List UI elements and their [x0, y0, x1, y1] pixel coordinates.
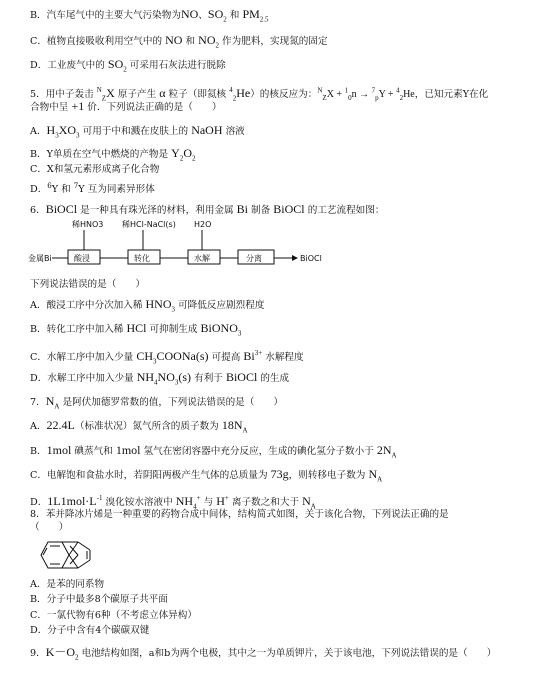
option-b-q5: B．Y单质在空气中燃烧的产物是 $Y_2O_2$ [30, 146, 196, 163]
option-a-q5: A．$H_3XO_3$ 可用于中和溅在皮肤上的 NaOH 溶液 [30, 123, 245, 140]
step-1: 酸浸 [74, 254, 90, 263]
option-b-q6: B．转化工序中加入稀 HCl 可抑制生成 BiONO$_3$ [30, 321, 242, 338]
question-6-stem: 6．BiOCl 是一种具有珠光泽的材料，利用金属 Bi 制备 BiOCl 的工艺流程如图： [30, 202, 385, 216]
option-c-q8: C．一氯代物有6种（不考虑立体异构） [30, 610, 197, 621]
benzonorbornene-structure [34, 536, 112, 574]
question-5-stem: 5．用中子轰击 $^N_Z$X 原子产生 α 粒子（即氦核 $^4_2$He）的核反应为：$^N_Z$X + $^1_0$n → $^7_p$Y + $^4_2$He，已知元素Y在化 [30, 86, 489, 103]
step-3: 水解 [194, 254, 210, 263]
option-d-q4: D．工业废气中的 $SO_2$ 可采用石灰法进行脱除 [30, 57, 226, 74]
option-c-q6: C．水解工序中加入少量 $CH_3COONa(s)$ 可提高 $Bi^{3+}$ 水解程度 [30, 349, 304, 366]
question-8-stem-2: （ ） [30, 522, 69, 533]
question-8-stem: 8．苯并降冰片烯是一种重要的药物合成中间体，结构简式如图，关于该化合物，下列说法正确的是 [30, 509, 449, 520]
question-9-stem: 9．$K-O_2$ 电池结构如图，a和b为两个电极，其中之一为单质钾片，关于该电池，下列说法错误的是（ ） [30, 645, 497, 662]
option-c-q5: C．X和氢元素形成离子化合物 [30, 164, 160, 175]
option-d-q7: D．$1L1mol\cdot L^{-1}$ 溴化铵水溶液中 $NH_4^+$ 与 H+ 离子数之和大于 $N_A$ [30, 494, 316, 511]
option-c-q7: C．电解饱和食盐水时，若阴阳两极产生气体的总质量为 73g，则转移电子数为 $N_A$ [30, 467, 383, 484]
option-d-q5: D．$^6$Y 和 $^7$Y 互为同素异形体 [30, 182, 155, 196]
option-b-q7: B．1mol 碘蒸气和 1mol 氢气在密闭容器中充分反应，生成的碘化氢分子数小于 $2N_A$ [30, 443, 397, 460]
option-b-q8: B．分子中最多8个碳原子共平面 [30, 594, 168, 605]
option-a-q8: A．是苯的同系物 [30, 579, 105, 590]
question-7-stem: 7．$N_A$ 是阿伏加德罗常数的值，下列说法错误的是（ ） [30, 394, 284, 411]
process-flow-diagram [28, 218, 358, 274]
option-d-q6: D．水解工序中加入少量 $NH_4NO_3(s)$ 有利于 BiOCl 的生成 [30, 370, 290, 387]
end-label: BiOCl [300, 254, 322, 263]
option-a-q6: A．酸浸工序中分次加入稀 $HNO_3$ 可降低反应剧烈程度 [30, 297, 265, 314]
option-c-q4: C．植物直接吸收利用空气中的 NO 和 $NO_2$ 作为肥料，实现氮的固定 [30, 33, 328, 50]
start-label: 金属Bi [28, 254, 52, 263]
option-b-q4: B．汽车尾气中的主要大气污染物为NO、$SO_2$ 和 $PM_{2.5}$ [30, 7, 269, 24]
reagent-hno3: 稀HNO3 [72, 220, 104, 229]
reagent-h2o: H2O [194, 220, 212, 229]
question-5-stem-2: 合物中呈 +1 价．下列说法正确的是（ ） [30, 99, 222, 113]
option-d-q8: D．分子中含有4个碳碳双键 [30, 625, 150, 636]
option-a-q7: A．22.4L（标准状况）氮气所含的质子数为 $18N_A$ [30, 418, 248, 435]
step-4: 分离 [246, 254, 262, 263]
question-6-prompt: 下列说法错误的是（ ） [30, 279, 146, 290]
step-2: 转化 [134, 254, 150, 263]
reagent-hcl-nacl: 稀HCl-NaCl(s) [122, 220, 176, 229]
